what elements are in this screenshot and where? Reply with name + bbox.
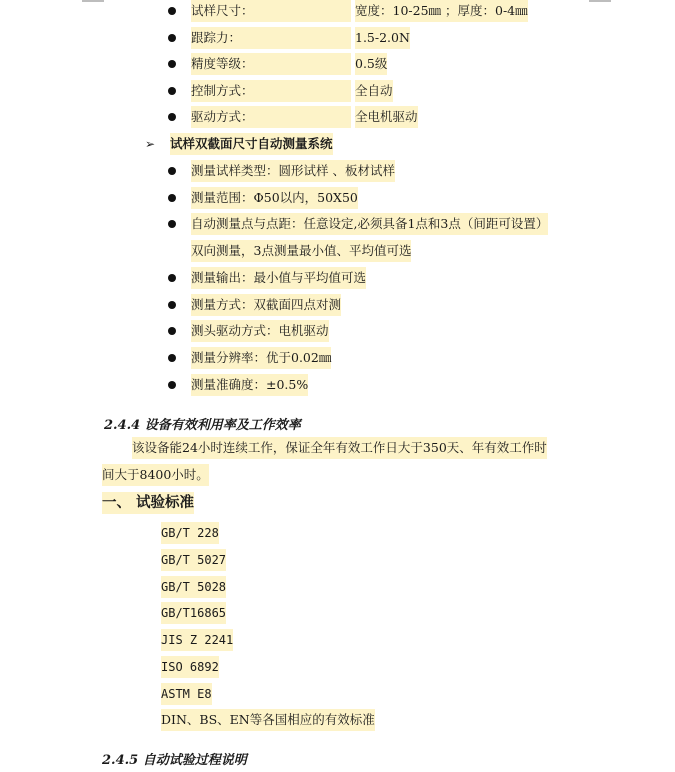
standard-item: ASTM E8 — [161, 683, 212, 705]
list-item-text: 测量分辨率：优于0.02㎜ — [191, 347, 331, 369]
spec-label: 跟踪力： — [191, 27, 351, 49]
bullet-icon — [168, 220, 176, 228]
paragraph-line: 间大于8400小时。 — [102, 464, 209, 486]
spec-label: 控制方式： — [191, 80, 351, 102]
list-item-text: 测量方式：双截面四点对测 — [191, 294, 341, 316]
list-item-text: 测量准确度：±0.5% — [191, 374, 308, 396]
list-item — [0, 320, 675, 342]
list-item — [0, 106, 675, 128]
standard-item: GB/T 5028 — [161, 576, 226, 598]
standard-item: GB/T 5027 — [161, 549, 226, 571]
bullet-icon — [168, 301, 176, 309]
bullet-icon — [168, 327, 176, 335]
bullet-icon — [168, 113, 176, 121]
bullet-icon — [168, 381, 176, 389]
spec-value: 全电机驱动 — [355, 106, 418, 128]
list-item-text: 测量输出：最小值与平均值可选 — [191, 267, 366, 289]
list-item — [0, 0, 675, 22]
standard-item: GB/T 228 — [161, 522, 219, 544]
bullet-icon — [168, 34, 176, 42]
paragraph-line: 该设备能24小时连续工作，保证全年有效工作日大于350天、年有效工作时 — [132, 437, 547, 459]
spec-value: 1.5-2.0N — [355, 27, 410, 49]
list-item — [0, 27, 675, 49]
bullet-icon — [168, 167, 176, 175]
bullet-icon — [168, 274, 176, 282]
standard-item: ISO 6892 — [161, 656, 219, 678]
arrow-bullet-icon: ➢ — [145, 137, 156, 151]
bullet-icon — [168, 60, 176, 68]
list-item — [0, 187, 675, 209]
list-item-text: 测量试样类型：圆形试样 、板材试样 — [191, 160, 395, 182]
chapter-heading: 一、 试验标准 — [102, 492, 194, 514]
list-item — [0, 160, 675, 182]
standard-item: DIN、BS、EN等各国相应的有效标准 — [161, 709, 375, 731]
list-item — [0, 80, 675, 102]
list-item — [0, 267, 675, 289]
list-item — [0, 213, 675, 235]
bullet-icon — [168, 194, 176, 202]
spec-label: 试样尺寸： — [191, 0, 351, 22]
spec-label: 精度等级： — [191, 53, 351, 75]
subsection-heading — [0, 133, 675, 155]
spec-value: 全自动 — [355, 80, 393, 102]
bullet-icon — [168, 87, 176, 95]
list-item-text: 测头驱动方式：电机驱动 — [191, 320, 329, 342]
spec-value: 宽度：10-25㎜ ；厚度：0-4㎜ — [355, 0, 528, 22]
list-item — [0, 347, 675, 369]
bullet-icon — [168, 7, 176, 15]
spec-label: 驱动方式： — [191, 106, 351, 128]
list-item-text: 双向测量，3点测量最小值、平均值可选 — [191, 240, 411, 262]
section-heading-2-4-5: 2.4.5 自动试验过程说明 — [102, 753, 247, 768]
list-item — [0, 294, 675, 316]
list-item — [0, 374, 675, 396]
list-item-text: 自动测量点与点距：任意设定,必须具备1点和3点（间距可设置） — [191, 213, 548, 235]
section-heading-2-4-4: 2.4.4 设备有效利用率及工作效率 — [104, 418, 301, 433]
list-item-continuation — [0, 240, 675, 262]
standard-item: GB/T16865 — [161, 602, 226, 624]
subsection-title: 试样双截面尺寸自动测量系统 — [170, 133, 333, 155]
bullet-icon — [168, 354, 176, 362]
list-item-text: 测量范围：Φ50以内，50X50 — [191, 187, 358, 209]
list-item — [0, 53, 675, 75]
standard-item: JIS Z 2241 — [161, 629, 233, 651]
spec-value: 0.5级 — [355, 53, 387, 75]
